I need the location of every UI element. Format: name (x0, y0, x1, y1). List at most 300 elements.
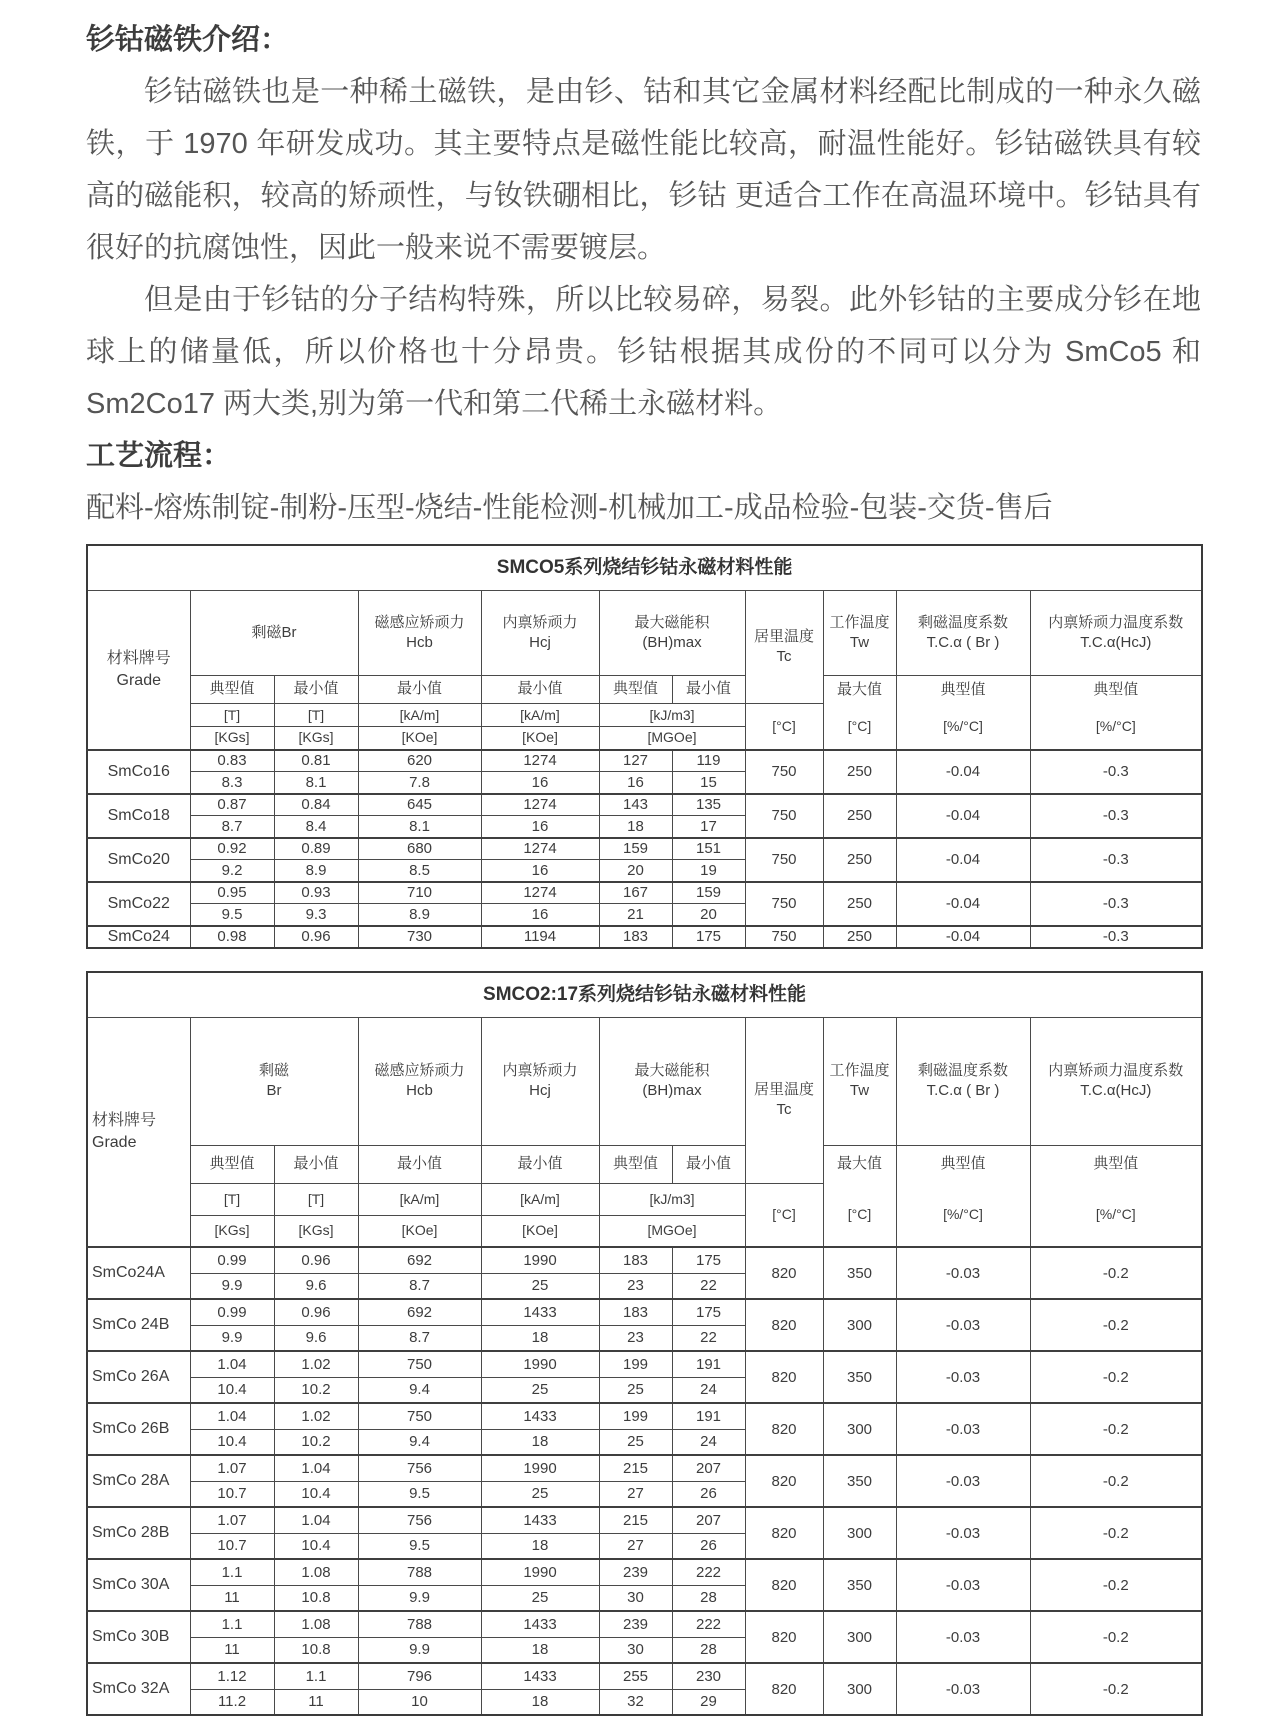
unit-koe: [KOe] (358, 727, 481, 750)
value-cell: 756 (358, 1455, 481, 1481)
tc-label-en: Tc (776, 1101, 792, 1118)
value-cell: 175 (672, 1247, 745, 1273)
grade-cell: SmCo 32A (87, 1663, 190, 1715)
tca-hcj-value-cell: -0.2 (1030, 1611, 1202, 1663)
tca-hcj-value-cell: -0.3 (1030, 794, 1202, 838)
unit-kgs: [KGs] (274, 1215, 358, 1247)
value-cell: 167 (599, 882, 672, 904)
value-cell: 25 (599, 1377, 672, 1403)
tca-hcj-value-cell: -0.2 (1030, 1403, 1202, 1455)
value-cell: 10.4 (274, 1481, 358, 1507)
sub-header-typical: 典型值 (190, 1145, 274, 1183)
intro-heading: 钐钴磁铁介绍： (86, 24, 290, 56)
hcj-label-cn: 内禀矫顽力 (502, 1061, 578, 1079)
tca-br-value-cell: -0.03 (896, 1351, 1030, 1403)
value-cell: 191 (672, 1403, 745, 1429)
tw-label-cn: 工作温度 (829, 1061, 890, 1079)
value-cell: 222 (672, 1611, 745, 1637)
process-flow-line: 配料-熔炼制锭-制粉-压型-烧结-性能检测-机械加工-成品检验-包装-交货-售后 (86, 492, 1053, 524)
value-cell: 710 (358, 882, 481, 904)
value-cell: 692 (358, 1247, 481, 1273)
value-cell: 1274 (481, 750, 599, 772)
tc-value-cell: 750 (745, 926, 823, 948)
value-cell: 0.89 (274, 838, 358, 860)
grade-cell: SmCo 26B (87, 1403, 190, 1455)
value-cell: 18 (481, 1533, 599, 1559)
value-cell: 0.81 (274, 750, 358, 772)
value-cell: 30 (599, 1637, 672, 1663)
tw-value-cell: 300 (823, 1507, 896, 1559)
value-cell: 10.2 (274, 1377, 358, 1403)
value-cell: 1.08 (274, 1611, 358, 1637)
value-cell: 199 (599, 1403, 672, 1429)
value-cell: 26 (672, 1533, 745, 1559)
hcb-label-en: Hcb (406, 1082, 433, 1099)
tca-br-value-cell: -0.03 (896, 1663, 1030, 1715)
value-cell: 25 (481, 1481, 599, 1507)
grade-cell: SmCo 28A (87, 1455, 190, 1507)
value-cell: 788 (358, 1559, 481, 1585)
grade-cell: SmCo16 (87, 750, 190, 794)
value-cell: 0.99 (190, 1299, 274, 1325)
unit-kgs: [KGs] (190, 1215, 274, 1247)
tw-value-cell: 250 (823, 882, 896, 926)
col-header-grade (87, 591, 190, 750)
table-row (87, 1455, 1202, 1481)
value-cell: 23 (599, 1273, 672, 1299)
value-cell: 692 (358, 1299, 481, 1325)
grade-label-cn: 材料牌号 (92, 1112, 157, 1130)
value-cell: 18 (481, 1637, 599, 1663)
sub-header-min: 最小值 (481, 676, 599, 704)
value-cell: 8.1 (274, 772, 358, 794)
value-cell: 0.95 (190, 882, 274, 904)
tc-value-cell: 820 (745, 1403, 823, 1455)
value-cell: 1990 (481, 1247, 599, 1273)
grade-cell: SmCo 26A (87, 1351, 190, 1403)
value-cell: 750 (358, 1403, 481, 1429)
value-cell: 1433 (481, 1663, 599, 1689)
tc-label-en: Tc (776, 648, 792, 665)
smco217-table-body (87, 1247, 1202, 1715)
tca-hcj-label-cn: 内禀矫顽力温度系数 (1048, 1061, 1184, 1079)
tc-value-cell: 750 (745, 794, 823, 838)
table-row (87, 1611, 1202, 1637)
col-header-tca-br (896, 591, 1030, 676)
value-cell: 0.96 (274, 1247, 358, 1273)
value-cell: 1.02 (274, 1351, 358, 1377)
grade-label-cn: 材料牌号 (106, 650, 171, 668)
value-cell: 8.7 (358, 1325, 481, 1351)
tc-label-cn: 居里温度 (753, 627, 814, 645)
value-cell: 175 (672, 926, 745, 948)
sub-header-typical: 典型值 (1030, 676, 1202, 704)
value-cell: 143 (599, 794, 672, 816)
tca-hcj-value-cell: -0.2 (1030, 1247, 1202, 1299)
tc-value-cell: 820 (745, 1611, 823, 1663)
tca-hcj-label-en: T.C.α(HcJ) (1080, 1082, 1152, 1099)
sub-header-max: 最大值 (823, 1145, 896, 1183)
tca-br-label-en: T.C.α ( Br ) (926, 634, 1000, 651)
value-cell: 9.9 (358, 1637, 481, 1663)
tca-br-label-en: T.C.α ( Br ) (926, 1082, 1000, 1099)
value-cell: 9.2 (190, 860, 274, 882)
tc-value-cell: 750 (745, 882, 823, 926)
value-cell: 255 (599, 1663, 672, 1689)
value-cell: 9.4 (358, 1429, 481, 1455)
tca-br-value-cell: -0.04 (896, 838, 1030, 882)
grade-cell: SmCo 30A (87, 1559, 190, 1611)
sub-header-min: 最小值 (672, 1145, 745, 1183)
value-cell: 22 (672, 1273, 745, 1299)
sub-header-typical: 典型值 (896, 1145, 1030, 1183)
sub-header-typical: 典型值 (190, 676, 274, 704)
sub-header-typical: 典型值 (896, 676, 1030, 704)
hcb-label-en: Hcb (406, 634, 433, 651)
grade-cell: SmCo20 (87, 838, 190, 882)
value-cell: 1433 (481, 1299, 599, 1325)
value-cell: 17 (672, 816, 745, 838)
col-header-bhmax (599, 591, 745, 676)
value-cell: 16 (481, 904, 599, 926)
tca-br-value-cell: -0.03 (896, 1403, 1030, 1455)
value-cell: 10.8 (274, 1637, 358, 1663)
tca-br-label-cn: 剩磁温度系数 (917, 1061, 1008, 1079)
grade-label-en: Grade (116, 671, 161, 689)
tca-br-value-cell: -0.03 (896, 1611, 1030, 1663)
tc-value-cell: 820 (745, 1507, 823, 1559)
process-heading: 工艺流程： (86, 440, 232, 472)
smco5-properties-table (86, 544, 1203, 949)
value-cell: 23 (599, 1325, 672, 1351)
br-label-en: Br (266, 1082, 282, 1099)
value-cell: 25 (481, 1585, 599, 1611)
value-cell: 1433 (481, 1611, 599, 1637)
value-cell: 9.9 (190, 1325, 274, 1351)
tw-label-en: Tw (849, 634, 870, 651)
unit-c: [°C] (823, 1183, 896, 1247)
tc-value-cell: 820 (745, 1455, 823, 1507)
sub-header-max: 最大值 (823, 676, 896, 704)
value-cell: 18 (481, 1429, 599, 1455)
col-header-grade (87, 1017, 190, 1247)
value-cell: 159 (672, 882, 745, 904)
hcj-label-en: Hcj (529, 1082, 551, 1099)
unit-kjm3: [kJ/m3] (599, 1183, 745, 1215)
hcb-label-cn: 磁感应矫顽力 (374, 613, 465, 631)
value-cell: 1.1 (190, 1559, 274, 1585)
value-cell: 16 (481, 772, 599, 794)
value-cell: 28 (672, 1637, 745, 1663)
tca-br-value-cell: -0.03 (896, 1559, 1030, 1611)
value-cell: 21 (599, 904, 672, 926)
col-header-tca-hcj (1030, 1017, 1202, 1145)
tca-br-value-cell: -0.04 (896, 882, 1030, 926)
unit-koe: [KOe] (481, 727, 599, 750)
value-cell: 0.93 (274, 882, 358, 904)
table-row (87, 1663, 1202, 1689)
grade-cell: SmCo24A (87, 1247, 190, 1299)
sub-header-typical: 典型值 (599, 1145, 672, 1183)
value-cell: 10.2 (274, 1429, 358, 1455)
value-cell: 1.04 (274, 1455, 358, 1481)
col-header-hcj (481, 591, 599, 676)
tca-br-value-cell: -0.03 (896, 1507, 1030, 1559)
col-header-tw (823, 591, 896, 676)
value-cell: 29 (672, 1689, 745, 1715)
value-cell: 20 (599, 860, 672, 882)
value-cell: 151 (672, 838, 745, 860)
value-cell: 9.4 (358, 1377, 481, 1403)
value-cell: 10.7 (190, 1481, 274, 1507)
value-cell: 8.4 (274, 816, 358, 838)
col-header-tw (823, 1017, 896, 1145)
smco5-table-body (87, 750, 1202, 948)
hcj-label-en: Hcj (529, 634, 551, 651)
value-cell: 222 (672, 1559, 745, 1585)
tw-value-cell: 300 (823, 1663, 896, 1715)
value-cell: 1.04 (190, 1351, 274, 1377)
table-row (87, 1403, 1202, 1429)
sub-header-min: 最小值 (481, 1145, 599, 1183)
unit-c: [°C] (823, 704, 896, 750)
value-cell: 1433 (481, 1507, 599, 1533)
value-cell: 0.92 (190, 838, 274, 860)
unit-kgs: [KGs] (274, 727, 358, 750)
unit-kjm3: [kJ/m3] (599, 704, 745, 727)
value-cell: 183 (599, 1247, 672, 1273)
tw-label-en: Tw (849, 1082, 870, 1099)
value-cell: 8.7 (190, 816, 274, 838)
value-cell: 0.83 (190, 750, 274, 772)
intro-paragraph-1: 钐钴磁铁也是一种稀土磁铁，是由钐、钴和其它金属材料经配比制成的一种永久磁铁，于 1970 年研发成功。其主要特点是磁性能比较高，耐温性能好。钐钴磁铁具有较高的磁能积，较高的矫顽性，与钕铁硼相比，钐钴 更适合工作在高温环境中。钐钴具有很好的抗腐蚀性，因此一般来说不需要镀层。 (86, 76, 1201, 264)
value-cell: 9.3 (274, 904, 358, 926)
value-cell: 0.96 (274, 926, 358, 948)
tca-hcj-value-cell: -0.2 (1030, 1507, 1202, 1559)
tca-hcj-value-cell: -0.3 (1030, 926, 1202, 948)
unit-c: [°C] (745, 1183, 823, 1247)
tw-value-cell: 350 (823, 1351, 896, 1403)
tw-value-cell: 250 (823, 926, 896, 948)
value-cell: 1990 (481, 1455, 599, 1481)
value-cell: 18 (481, 1689, 599, 1715)
value-cell: 9.6 (274, 1325, 358, 1351)
value-cell: 1.02 (274, 1403, 358, 1429)
value-cell: 9.9 (190, 1273, 274, 1299)
col-header-hcb (358, 591, 481, 676)
tw-value-cell: 300 (823, 1299, 896, 1351)
tca-br-value-cell: -0.04 (896, 794, 1030, 838)
tc-value-cell: 820 (745, 1247, 823, 1299)
value-cell: 796 (358, 1663, 481, 1689)
value-cell: 1.1 (274, 1663, 358, 1689)
tw-value-cell: 350 (823, 1455, 896, 1507)
value-cell: 1990 (481, 1559, 599, 1585)
value-cell: 25 (481, 1273, 599, 1299)
tc-value-cell: 820 (745, 1299, 823, 1351)
value-cell: 16 (599, 772, 672, 794)
value-cell: 8.7 (358, 1273, 481, 1299)
value-cell: 19 (672, 860, 745, 882)
value-cell: 1274 (481, 838, 599, 860)
br-label-cn: 剩磁 (258, 1061, 289, 1079)
unit-kam: [kA/m] (358, 1183, 481, 1215)
tc-value-cell: 820 (745, 1663, 823, 1715)
tw-label-cn: 工作温度 (829, 613, 890, 631)
hcj-label-cn: 内禀矫顽力 (502, 613, 578, 631)
value-cell: 135 (672, 794, 745, 816)
value-cell: 215 (599, 1507, 672, 1533)
value-cell: 10.8 (274, 1585, 358, 1611)
value-cell: 8.9 (358, 904, 481, 926)
tca-hcj-value-cell: -0.2 (1030, 1351, 1202, 1403)
value-cell: 16 (481, 816, 599, 838)
unit-kam: [kA/m] (358, 704, 481, 727)
tca-hcj-value-cell: -0.3 (1030, 838, 1202, 882)
table-row (87, 1507, 1202, 1533)
value-cell: 9.5 (358, 1533, 481, 1559)
unit-pc: [%/°C] (896, 704, 1030, 750)
bhmax-label-cn: 最大磁能积 (634, 1061, 710, 1079)
value-cell: 25 (481, 1377, 599, 1403)
bhmax-label-cn: 最大磁能积 (634, 613, 710, 631)
tca-br-value-cell: -0.04 (896, 926, 1030, 948)
value-cell: 18 (481, 1325, 599, 1351)
tw-value-cell: 350 (823, 1559, 896, 1611)
unit-koe: [KOe] (358, 1215, 481, 1247)
value-cell: 1274 (481, 794, 599, 816)
value-cell: 15 (672, 772, 745, 794)
unit-mgoe: [MGOe] (599, 727, 745, 750)
unit-kam: [kA/m] (481, 704, 599, 727)
table-title: SMCO2:17系列烧结钐钴永磁材料性能 (87, 972, 1202, 1018)
tc-label-cn: 居里温度 (753, 1080, 814, 1098)
tw-value-cell: 350 (823, 1247, 896, 1299)
value-cell: 1.1 (190, 1611, 274, 1637)
value-cell: 11 (274, 1689, 358, 1715)
value-cell: 8.5 (358, 860, 481, 882)
value-cell: 183 (599, 1299, 672, 1325)
unit-pc: [%/°C] (1030, 1183, 1202, 1247)
value-cell: 730 (358, 926, 481, 948)
sub-header-min: 最小值 (358, 1145, 481, 1183)
tca-hcj-value-cell: -0.3 (1030, 750, 1202, 794)
smco217-properties-table (86, 971, 1203, 1717)
grade-cell: SmCo 24B (87, 1299, 190, 1351)
table-row (87, 1559, 1202, 1585)
tc-value-cell: 750 (745, 838, 823, 882)
tc-value-cell: 820 (745, 1559, 823, 1611)
tca-hcj-value-cell: -0.2 (1030, 1455, 1202, 1507)
value-cell: 28 (672, 1585, 745, 1611)
tw-value-cell: 250 (823, 838, 896, 882)
value-cell: 1433 (481, 1403, 599, 1429)
col-header-br: 剩磁Br (190, 591, 358, 676)
tca-br-value-cell: -0.03 (896, 1455, 1030, 1507)
table-row (87, 1247, 1202, 1273)
tca-hcj-label-cn: 内禀矫顽力温度系数 (1048, 613, 1184, 631)
value-cell: 230 (672, 1663, 745, 1689)
value-cell: 645 (358, 794, 481, 816)
value-cell: 239 (599, 1559, 672, 1585)
value-cell: 7.8 (358, 772, 481, 794)
value-cell: 11 (190, 1585, 274, 1611)
value-cell: 22 (672, 1325, 745, 1351)
value-cell: 27 (599, 1481, 672, 1507)
col-header-tc (745, 591, 823, 704)
value-cell: 25 (599, 1429, 672, 1455)
grade-cell: SmCo24 (87, 926, 190, 948)
value-cell: 16 (481, 860, 599, 882)
value-cell: 750 (358, 1351, 481, 1377)
col-header-hcj (481, 1017, 599, 1145)
table-row (87, 1351, 1202, 1377)
value-cell: 1.04 (274, 1507, 358, 1533)
col-header-bhmax (599, 1017, 745, 1145)
col-header-tca-hcj (1030, 591, 1202, 676)
value-cell: 119 (672, 750, 745, 772)
value-cell: 0.87 (190, 794, 274, 816)
value-cell: 1274 (481, 882, 599, 904)
unit-c: [°C] (745, 704, 823, 750)
grade-cell: SmCo 28B (87, 1507, 190, 1559)
tw-value-cell: 250 (823, 794, 896, 838)
value-cell: 207 (672, 1507, 745, 1533)
tca-br-value-cell: -0.04 (896, 750, 1030, 794)
unit-t: [T] (274, 1183, 358, 1215)
value-cell: 26 (672, 1481, 745, 1507)
value-cell: 1.07 (190, 1507, 274, 1533)
value-cell: 199 (599, 1351, 672, 1377)
value-cell: 239 (599, 1611, 672, 1637)
value-cell: 18 (599, 816, 672, 838)
unit-kam: [kA/m] (481, 1183, 599, 1215)
unit-kgs: [KGs] (190, 727, 274, 750)
value-cell: 1990 (481, 1351, 599, 1377)
value-cell: 27 (599, 1533, 672, 1559)
value-cell: 680 (358, 838, 481, 860)
hcb-label-cn: 磁感应矫顽力 (374, 1061, 465, 1079)
value-cell: 24 (672, 1429, 745, 1455)
col-header-tc (745, 1017, 823, 1183)
col-header-tca-br (896, 1017, 1030, 1145)
bhmax-label-en: (BH)max (642, 1082, 702, 1099)
tca-br-value-cell: -0.03 (896, 1247, 1030, 1299)
grade-cell: SmCo22 (87, 882, 190, 926)
tca-br-label-cn: 剩磁温度系数 (917, 613, 1008, 631)
tca-hcj-label-en: T.C.α(HcJ) (1080, 634, 1152, 651)
value-cell: 1.12 (190, 1663, 274, 1689)
value-cell: 1.04 (190, 1403, 274, 1429)
value-cell: 8.9 (274, 860, 358, 882)
col-header-hcb (358, 1017, 481, 1145)
value-cell: 10.4 (274, 1533, 358, 1559)
value-cell: 9.5 (358, 1481, 481, 1507)
value-cell: 0.96 (274, 1299, 358, 1325)
sub-header-min: 最小值 (672, 676, 745, 704)
value-cell: 11 (190, 1637, 274, 1663)
tw-value-cell: 300 (823, 1611, 896, 1663)
unit-pc: [%/°C] (1030, 704, 1202, 750)
unit-pc: [%/°C] (896, 1183, 1030, 1247)
table-row (87, 838, 1202, 860)
tc-value-cell: 820 (745, 1351, 823, 1403)
sub-header-typical: 典型值 (599, 676, 672, 704)
value-cell: 0.98 (190, 926, 274, 948)
value-cell: 756 (358, 1507, 481, 1533)
value-cell: 20 (672, 904, 745, 926)
grade-cell: SmCo18 (87, 794, 190, 838)
